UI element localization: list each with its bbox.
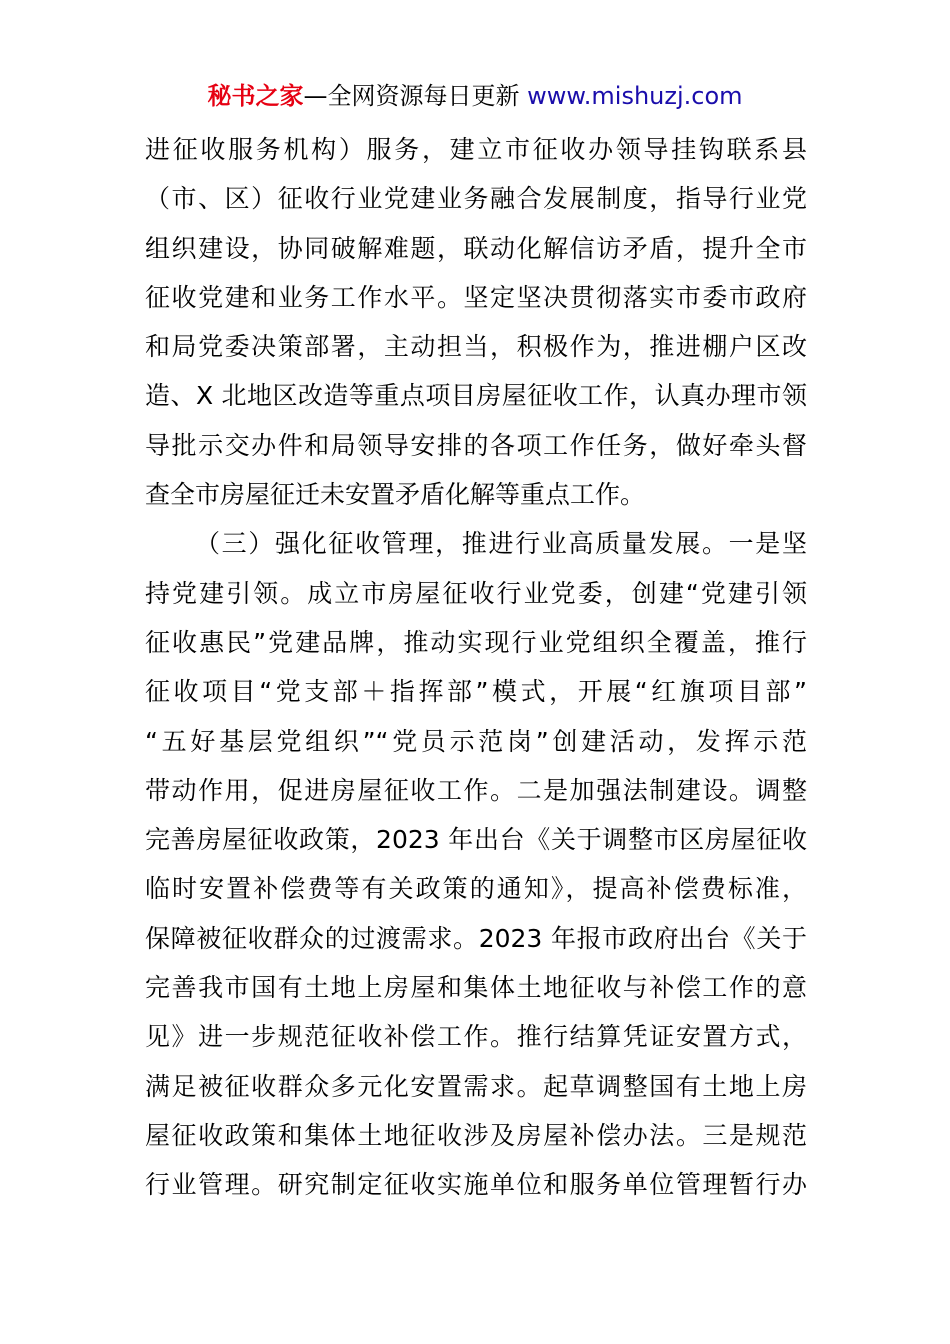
text-line: 征收惠民”党建品牌，推动实现行业党组织全覆盖，推行	[145, 627, 807, 657]
text-line: 屋征收政策和集体土地征收涉及房屋补偿办法。三是规范	[145, 1120, 807, 1150]
document-body	[145, 125, 807, 1210]
text-line: 持党建引领。成立市房屋征收行业党委，创建“党建引领	[145, 578, 807, 608]
text-line: 征收党建和业务工作水平。坚定坚决贯彻落实市委市政府	[145, 282, 807, 312]
text-line: 查全市房屋征迁未安置矛盾化解等重点工作。	[145, 480, 646, 510]
text-line: 导批示交办件和局领导安排的各项工作任务，做好牵头督	[145, 430, 807, 460]
brand-name: 秘书之家	[207, 82, 304, 110]
header-tagline: —全网资源每日更新	[303, 82, 528, 110]
paragraph-start-line: （三）强化征收管理，推进行业高质量发展。一是坚	[195, 529, 807, 559]
text-line: 见》进一步规范征收补偿工作。推行结算凭证安置方式，	[145, 1022, 807, 1052]
text-line: 行业管理。研究制定征收实施单位和服务单位管理暂行办	[145, 1170, 807, 1200]
site-header	[0, 78, 950, 114]
text-line: 保障被征收群众的过渡需求。2023 年报市政府出台《关于	[145, 923, 807, 953]
text-line: （市、区）征收行业党建业务融合发展制度，指导行业党	[145, 184, 807, 214]
text-line: 完善房屋征收政策，2023 年出台《关于调整市区房屋征收	[145, 825, 807, 855]
text-line: 带动作用，促进房屋征收工作。二是加强法制建设。调整	[145, 775, 807, 805]
text-line: “五好基层党组织”“党员示范岗”创建活动，发挥示范	[145, 726, 807, 756]
text-line: 进征收服务机构）服务，建立市征收办领导挂钩联系县	[145, 135, 807, 164]
text-line: 满足被征收群众多元化安置需求。起草调整国有土地上房	[145, 1071, 807, 1101]
text-line: 造、X 北地区改造等重点项目房屋征收工作，认真办理市领	[145, 381, 807, 411]
text-line: 临时安置补偿费等有关政策的通知》，提高补偿费标准，	[145, 874, 807, 904]
text-line: 征收项目“党支部＋指挥部”模式，开展“红旗项目部”	[145, 677, 807, 707]
site-url-link[interactable]: www.mishuzj.com	[527, 82, 743, 110]
text-line: 组织建设，协同破解难题，联动化解信访矛盾，提升全市	[145, 233, 807, 263]
text-line: 完善我市国有土地上房屋和集体土地征收与补偿工作的意	[145, 973, 807, 1003]
text-line: 和局党委决策部署，主动担当，积极作为，推进棚户区改	[145, 332, 807, 362]
